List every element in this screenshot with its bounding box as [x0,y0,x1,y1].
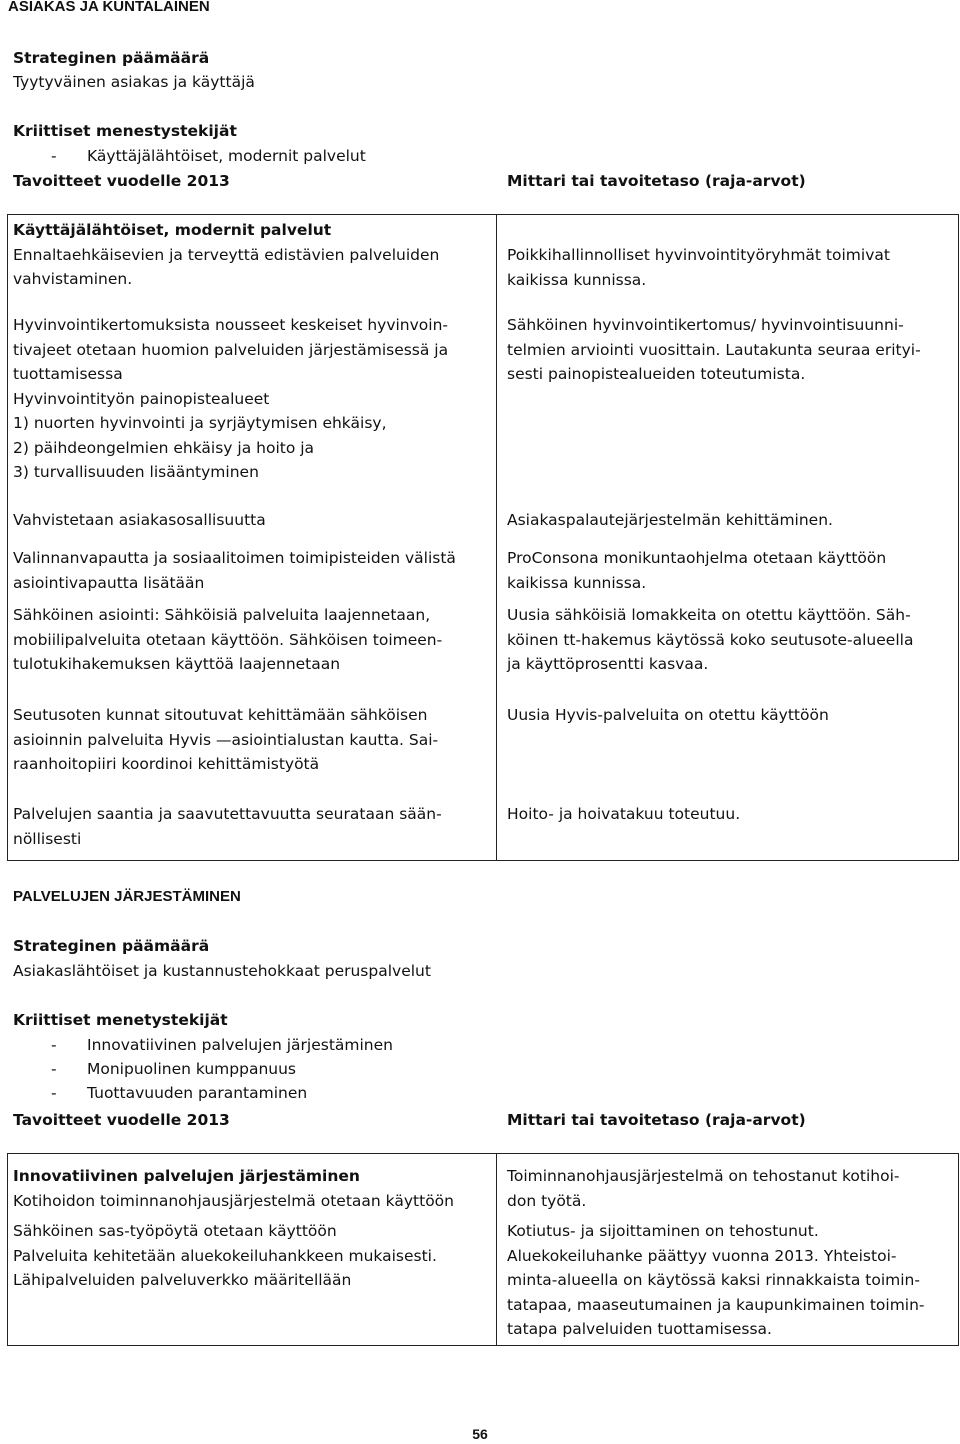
factor-text: Innovatiivinen palvelujen järjestäminen [87,1036,393,1054]
strategic-goal-label-2: Strateginen päämäärä [13,937,210,955]
goal-line: 3) turvallisuuden lisääntyminen [13,463,259,481]
table1-left-block2 [13,313,448,485]
metric-line: Aluekokeiluhanke päättyy vuonna 2013. Yhteistoi- [507,1246,897,1265]
goal-line: Hyvinvointityön painopistealueet [13,389,270,408]
goal-line: Seutusoten kunnat sitoutuvat kehittämään sähköisen [13,706,428,724]
table2-left-block2 [13,1219,437,1293]
metric-line: sesti painopistealueiden toteutumista. [507,365,806,383]
table1-left-column [13,218,439,292]
goal-line: asiointivapautta lisätään [13,573,205,592]
table2-left-block1 [13,1164,454,1213]
strategic-goal-text: Tyytyväinen asiakas ja käyttäjä [13,73,255,91]
metric-line: telmien arviointi vuosittain. Lautakunta seuraa erityi- [507,340,921,359]
critical-factors-list-2 [13,1033,513,1105]
table1-left-block7 [13,802,442,851]
goal-heading: Käyttäjälähtöiset, modernit palvelut [13,221,332,239]
table1-right-block2 [507,313,921,387]
goal-line: Lähipalveluiden palveluverkko määritellään [13,1271,352,1289]
metric-line: köinen tt-hakemus käytössä koko seutusote-alueella [507,630,914,649]
table-divider [496,1153,497,1346]
metric-line: Poikkihallinnolliset hyvinvointityöryhmät toimivat [507,246,890,264]
critical-factors-label: Kriittiset menestystekijät [13,122,237,140]
table1-right-block3 [507,508,833,533]
column-header-goals-2: Tavoitteet vuodelle 2013 [13,1111,230,1129]
table1-right-block1 [507,243,890,292]
column-header-metrics: Mittari tai tavoitetaso (raja-arvot) [507,172,806,190]
table1-left-block4 [13,546,456,595]
list-item [13,1081,513,1105]
goal-line: Palvelujen saantia ja saavutettavuutta seurataan sään- [13,805,442,823]
metric-line: tatapaa, maaseutumainen ja kaupunkimainen toimin- [507,1295,925,1314]
table1-left-block6 [13,703,438,777]
metric-line: Asiakaspalautejärjestelmän kehittäminen. [507,511,833,529]
goal-line: Sähköinen asiointi: Sähköisiä palveluita laajennetaan, [13,606,431,624]
goal-line: Valinnanvapautta ja sosiaalitoimen toimipisteiden välistä [13,549,456,567]
goal-heading: Innovatiivinen palvelujen järjestäminen [13,1167,360,1185]
column-header-metrics-2: Mittari tai tavoitetaso (raja-arvot) [507,1111,806,1129]
section-title-palvelujen: PALVELUJEN JÄRJESTÄMINEN [13,888,241,905]
factor-text: Monipuolinen kumppanuus [87,1060,297,1078]
goal-line: Palveluita kehitetään aluekokeiluhankkeen mukaisesti. [13,1246,437,1265]
dash-bullet: - [51,1084,57,1102]
metric-line: ProConsona monikuntaohjelma otetaan käyttöön [507,549,887,567]
goal-line: 1) nuorten hyvinvointi ja syrjäytymisen ehkäisy, [13,414,387,432]
goal-line: Sähköinen sas-työpöytä otetaan käyttöön [13,1222,337,1240]
table2-right-block1 [507,1164,900,1213]
column-header-goals: Tavoitteet vuodelle 2013 [13,172,230,190]
goal-line: Vahvistetaan asiakasosallisuutta [13,511,266,529]
critical-factors-list [13,144,513,168]
goal-line: tulotukihakemuksen käyttöä laajennetaan [13,655,341,673]
table1-right-block6 [507,703,829,728]
goal-line: Kotihoidon toiminnanohjausjärjestelmä otetaan käyttöön [13,1191,454,1210]
dash-bullet: - [51,147,57,165]
metric-line: tatapa palveluiden tuottamisessa. [507,1320,772,1338]
goal-line: vahvistaminen. [13,270,133,288]
goal-line: tuottamisessa [13,365,123,383]
goal-line: tivajeet otetaan huomion palveluiden järjestämisessä ja [13,340,449,359]
page-number: 56 [472,1426,488,1442]
strategic-goal-label: Strateginen päämäärä [13,49,210,67]
metric-line: minta-alueella on käytössä kaksi rinnakkaista toimin- [507,1271,920,1289]
factor-text: Tuottavuuden parantaminen [87,1084,308,1102]
table1-right-block5 [507,603,913,677]
table1-right-block7 [507,802,740,827]
metric-line: Toiminnanohjausjärjestelmä on tehostanut kotihoi- [507,1167,900,1185]
metric-line: don työtä. [507,1191,587,1210]
goal-line: 2) päihdeongelmien ehkäisy ja hoito ja [13,438,315,457]
metric-line: kaikissa kunnissa. [507,573,647,592]
critical-factors-label-2: Kriittiset menetystekijät [13,1011,228,1029]
metric-line: Kotiutus- ja sijoittaminen on tehostunut. [507,1222,819,1240]
dash-bullet: - [51,1036,57,1054]
goal-line: Ennaltaehkäisevien ja terveyttä edistävien palveluiden [13,245,440,264]
section-title-asiakas: ASIAKAS JA KUNTALAINEN [8,0,210,15]
metric-line: Uusia sähköisiä lomakkeita on otettu käyttöön. Säh- [507,606,911,624]
factor-text: Käyttäjälähtöiset, modernit palvelut [87,147,366,165]
dash-bullet: - [51,1060,57,1078]
list-item [13,1033,513,1057]
goal-line: Hyvinvointikertomuksista nousseet keskeiset hyvinvoin- [13,316,449,334]
goal-line: mobiilipalveluita otetaan käyttöön. Sähköisen toimeen- [13,630,443,649]
goal-line: nöllisesti [13,829,82,848]
metric-line: Uusia Hyvis-palveluita on otettu käyttöön [507,706,829,724]
metric-line: Hoito- ja hoivatakuu toteutuu. [507,805,741,823]
table1-left-block5 [13,603,442,677]
table-divider [496,214,497,861]
goal-line: raanhoitopiiri koordinoi kehittämistyötä [13,755,320,773]
table1-right-block4 [507,546,886,595]
list-item [13,144,513,168]
list-item [13,1057,513,1081]
metric-line: kaikissa kunnissa. [507,270,647,289]
table1-left-block3 [13,508,266,533]
strategic-goal-text-2: Asiakaslähtöiset ja kustannustehokkaat peruspalvelut [13,962,431,980]
table2-right-block2 [507,1219,925,1342]
metric-line: ja käyttöprosentti kasvaa. [507,655,709,673]
metric-line: Sähköinen hyvinvointikertomus/ hyvinvointisuunni- [507,316,904,334]
goal-line: asioinnin palveluita Hyvis —asiointialustan kautta. Sai- [13,730,439,749]
